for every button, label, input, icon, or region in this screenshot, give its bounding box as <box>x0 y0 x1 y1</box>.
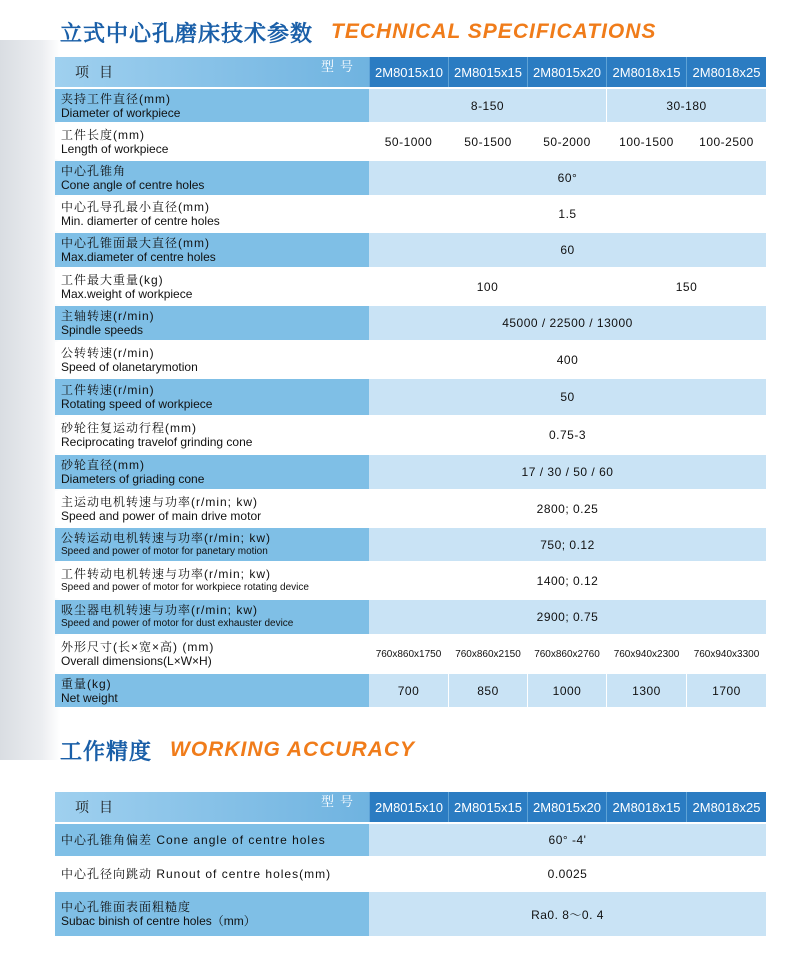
spec-label-en: Rotating speed of workpiece <box>61 397 213 411</box>
accuracy-header-item-label: 项目 <box>75 798 123 815</box>
spec-label-cn: 公转转速(r/min) <box>61 345 155 360</box>
spec-row <box>55 528 766 561</box>
spec-row <box>55 342 766 377</box>
spec-label-en: Length of workpiece <box>61 141 169 156</box>
spec-value: 1300 <box>606 674 686 707</box>
specs-header-model-2: 2M8015x20 <box>527 57 606 87</box>
spec-value: 0.75-3 <box>369 417 766 453</box>
spec-value: 60° <box>369 161 766 195</box>
accuracy-row <box>55 824 766 856</box>
spec-row <box>55 124 766 159</box>
spec-value: 8-150 <box>369 89 606 122</box>
spec-label-cn: 重量(kg) <box>61 676 112 691</box>
spec-label-cell <box>55 124 369 159</box>
spec-label-cell <box>55 161 369 195</box>
spec-label-cn: 中心孔导孔最小直径(mm) <box>61 200 210 214</box>
spec-label-cn: 工件转速(r/min) <box>61 383 155 397</box>
specs-header-model-label: 型号 <box>320 59 359 74</box>
spec-label-cn: 中心孔锥角 <box>61 164 127 178</box>
accuracy-table-body <box>55 792 766 936</box>
spec-label-cell <box>55 342 369 377</box>
accuracy-title-cn: 工作精度 <box>60 738 153 764</box>
spec-value: 760x860x1750 <box>369 636 448 672</box>
spec-row <box>55 636 766 672</box>
specs-header-model-3: 2M8018x15 <box>606 57 686 87</box>
spec-row <box>55 563 766 598</box>
spec-value: 700 <box>369 674 448 707</box>
spec-value: 100-1500 <box>606 124 686 159</box>
spec-label-cn: 主轴转速(r/min) <box>61 309 155 323</box>
spec-label-cell <box>55 269 369 304</box>
spec-label-en: Diameter of workpiece <box>61 105 181 120</box>
spec-label-cn: 吸尘器电机转速与功率(r/min; kw) <box>61 603 258 617</box>
spec-label-en: Max.diameter of centre holes <box>61 250 216 264</box>
spec-row <box>55 233 766 267</box>
spec-value: 50-1000 <box>369 124 448 159</box>
spec-value: 30-180 <box>606 89 766 122</box>
spec-label-cn: 主运动电机转速与功率(r/min; kw) <box>61 494 258 509</box>
accuracy-header-model-4: 2M8018x25 <box>686 792 766 822</box>
accuracy-section-title <box>60 730 415 770</box>
accuracy-header-model-3: 2M8018x15 <box>606 792 686 822</box>
spec-label-cell <box>55 379 369 415</box>
spec-label-cn: 工件最大重量(kg) <box>61 272 164 287</box>
spec-row <box>55 379 766 415</box>
spec-label-cell <box>55 674 369 707</box>
specs-header-item-label: 项目 <box>75 63 123 80</box>
spec-value: 2800; 0.25 <box>369 491 766 526</box>
spec-label-cell <box>55 491 369 526</box>
spec-value: 400 <box>369 342 766 377</box>
accuracy-label-cn: 中心孔锥面表面粗糙度 <box>61 900 192 914</box>
spec-label-cn: 夹持工件直径(mm) <box>61 91 171 106</box>
spec-label-en: Cone angle of centre holes <box>61 178 205 192</box>
spec-value: 100-2500 <box>686 124 766 159</box>
spec-label-cell <box>55 89 369 122</box>
spec-value: 45000 / 22500 / 13000 <box>369 306 766 340</box>
spec-label-cn: 砂轮直径(mm) <box>61 458 145 472</box>
spec-label-cn: 中心孔锥面最大直径(mm) <box>61 236 210 250</box>
accuracy-label-cell <box>55 892 369 936</box>
accuracy-header-item-cell <box>55 792 369 822</box>
specs-header-model-4: 2M8018x25 <box>686 57 766 87</box>
spec-label-cn: 公转运动电机转速与功率(r/min; kw) <box>61 530 271 545</box>
specs-header-item-cell <box>55 57 369 87</box>
spec-label-cell <box>55 563 369 598</box>
accuracy-header-model-1: 2M8015x15 <box>448 792 527 822</box>
specs-header-model-1: 2M8015x15 <box>448 57 527 87</box>
spec-value: 760x940x3300 <box>686 636 766 672</box>
spec-label-en: Speed and power of motor for workpiece rotating device <box>61 581 309 593</box>
spec-label-en: Overall dimensions(L×W×H) <box>61 654 212 668</box>
spec-label-cn: 砂轮往复运动行程(mm) <box>61 421 197 435</box>
spec-label-en: Min. diamerter of centre holes <box>61 214 220 228</box>
spec-label-cell <box>55 197 369 231</box>
spec-label-cell <box>55 233 369 267</box>
spec-label-en: Reciprocating travelof grinding cone <box>61 435 253 449</box>
spec-label-cn: 外形尺寸(长×宽×高) (mm) <box>61 640 215 654</box>
accuracy-header-model-label: 型号 <box>320 794 359 809</box>
spec-value: 750; 0.12 <box>369 528 766 561</box>
background-decoration <box>0 40 60 760</box>
specs-table <box>55 55 766 709</box>
spec-label-en: Spindle speeds <box>61 323 144 337</box>
spec-label-cell <box>55 417 369 453</box>
spec-value: 50-2000 <box>527 124 606 159</box>
spec-row <box>55 306 766 340</box>
spec-row <box>55 269 766 304</box>
accuracy-header-model-2: 2M8015x20 <box>527 792 606 822</box>
accuracy-label: 中心孔径向跳动 Runout of centre holes(mm) <box>61 867 332 881</box>
spec-value: 760x940x2300 <box>606 636 686 672</box>
accuracy-row <box>55 858 766 890</box>
spec-value: 50 <box>369 379 766 415</box>
spec-label-en: Max.weight of workpiece <box>61 286 193 301</box>
specs-title-en: TECHNICAL SPECIFICATIONS <box>331 20 657 43</box>
spec-label-en: Speed and power of motor for panetary motion <box>61 545 268 557</box>
spec-value: 760x860x2150 <box>448 636 527 672</box>
spec-row <box>55 417 766 453</box>
specs-section-title <box>60 12 656 52</box>
specs-header-row <box>55 57 766 87</box>
spec-row <box>55 455 766 489</box>
accuracy-value: 0.0025 <box>369 858 766 890</box>
spec-label-cell <box>55 528 369 561</box>
accuracy-value: Ra0. 8～0. 4 <box>369 892 766 936</box>
spec-row <box>55 491 766 526</box>
spec-value: 50-1500 <box>448 124 527 159</box>
spec-value: 760x860x2760 <box>527 636 606 672</box>
accuracy-value: 60° -4' <box>369 824 766 856</box>
spec-label-en: Diameters of griading cone <box>61 472 205 486</box>
accuracy-label-en: Subac binish of centre holes（mm） <box>61 914 256 928</box>
accuracy-table <box>55 790 766 938</box>
spec-label-en: Speed and power of main drive motor <box>61 508 262 523</box>
spec-row <box>55 161 766 195</box>
spec-value: 1700 <box>686 674 766 707</box>
spec-label-en: Speed of olanetarymotion <box>61 359 198 374</box>
spec-row <box>55 197 766 231</box>
spec-value: 1.5 <box>369 197 766 231</box>
specs-table-body <box>55 57 766 707</box>
spec-value: 17 / 30 / 50 / 60 <box>369 455 766 489</box>
spec-label-cell <box>55 636 369 672</box>
spec-label-cell <box>55 455 369 489</box>
spec-value: 1000 <box>527 674 606 707</box>
spec-value: 150 <box>606 269 766 304</box>
spec-label-en: Speed and power of motor for dust exhauster device <box>61 618 294 629</box>
spec-value: 850 <box>448 674 527 707</box>
spec-value: 1400; 0.12 <box>369 563 766 598</box>
accuracy-header-row <box>55 792 766 822</box>
spec-label-cell <box>55 600 369 634</box>
spec-row <box>55 89 766 122</box>
spec-row <box>55 600 766 634</box>
accuracy-label: 中心孔锥角偏差 Cone angle of centre holes <box>61 833 326 847</box>
spec-value: 60 <box>369 233 766 267</box>
spec-label-cn: 工件长度(mm) <box>61 127 145 142</box>
specs-title-cn: 立式中心孔磨床技术参数 <box>60 20 314 46</box>
spec-label-cn: 工件转动电机转速与功率(r/min; kw) <box>61 566 271 581</box>
spec-value: 2900; 0.75 <box>369 600 766 634</box>
accuracy-title-en: WORKING ACCURACY <box>170 738 416 761</box>
accuracy-label-cell <box>55 824 369 856</box>
spec-value: 100 <box>369 269 606 304</box>
accuracy-label-cell <box>55 858 369 890</box>
spec-label-cell <box>55 306 369 340</box>
spec-row <box>55 674 766 707</box>
spec-label-en: Net weight <box>61 690 118 705</box>
accuracy-row <box>55 892 766 936</box>
accuracy-header-model-0: 2M8015x10 <box>369 792 448 822</box>
specs-header-model-0: 2M8015x10 <box>369 57 448 87</box>
